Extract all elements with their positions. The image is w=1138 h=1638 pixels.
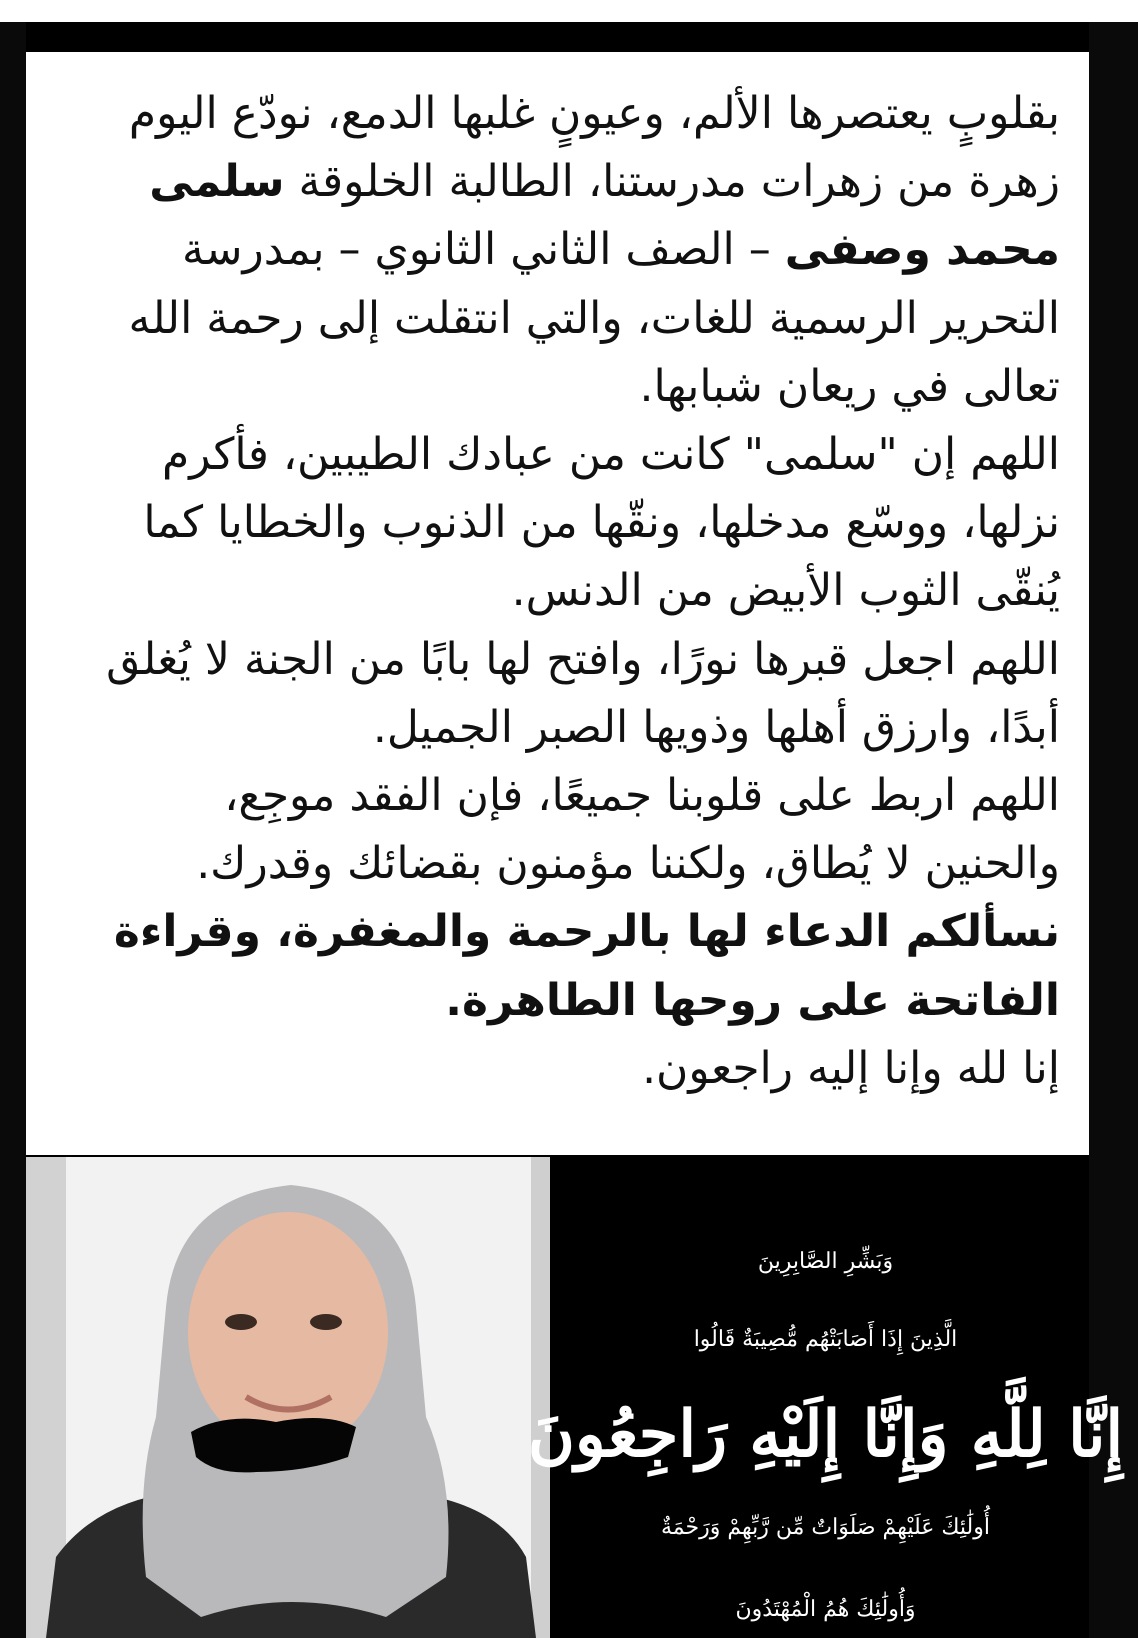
post-class-school-text: – الصف الثاني الثانوي – بمدرسة التحرير الرسمية للغات، والتي انتقلت إلى رحمة الله تعالى في ريعان شبابها. bbox=[128, 224, 1060, 412]
verse-line-2: الَّذِينَ إِذَا أَصَابَتْهُم مُّصِيبَةٌ قَالُوا bbox=[693, 1327, 958, 1352]
student-name: سلمى محمد وصفى bbox=[149, 156, 1060, 276]
student-photo-illustration bbox=[26, 1157, 550, 1638]
condolence-card bbox=[527, 1157, 1124, 1638]
prayer-request-text: نسألكم الدعاء لها بالرحمة والمغفرة، وقراءة الفاتحة على روحها الطاهرة. bbox=[113, 906, 1060, 1026]
right-edge bbox=[1089, 22, 1138, 1638]
verse-line-1: وَبَشِّرِ الصَّابِرِينَ bbox=[757, 1249, 894, 1274]
post-paragraph-1 bbox=[76, 80, 1060, 421]
post-paragraph-2: اللهم إن "سلمى" كانت من عبادك الطيبين، فأكرم نزلها، ووسّع مدخلها، ونقّها من الذنوب والخطايا كما يُنقّى الثوب الأبيض من الدنس. bbox=[143, 429, 1060, 617]
post-paragraph-6: إنا لله وإنا إليه راجعون. bbox=[642, 1042, 1060, 1094]
post-text bbox=[76, 80, 1060, 1103]
verse-line-main: إِنَّا لِلَّهِ وَإِنَّا إِلَيْهِ رَاجِعُونَ bbox=[527, 1397, 1124, 1472]
post-paragraph-4: اللهم اربط على قلوبنا جميعًا، فإن الفقد موجِع، والحنين لا يُطاق، ولكننا مؤمنون بقضائك وقدرك. bbox=[196, 770, 1060, 890]
verse-line-4: أُولَٰئِكَ عَلَيْهِمْ صَلَوَاتٌ مِّن رَّبِّهِمْ وَرَحْمَةٌ bbox=[661, 1515, 990, 1540]
verse-line-5: وَأُولَٰئِكَ هُمُ الْمُهْتَدُونَ bbox=[735, 1597, 916, 1622]
top-strip bbox=[0, 0, 1138, 22]
post-paragraph-5 bbox=[76, 898, 1060, 1034]
student-photo bbox=[26, 1157, 550, 1638]
post-paragraph-3: اللهم اجعل قبرها نورًا، وافتح لها بابًا من الجنة لا يُغلق أبدًا، وارزق أهلها وذويها الصبر الجميل. bbox=[106, 633, 1060, 753]
left-edge bbox=[0, 22, 26, 1638]
post-intro-text: بقلوبٍ يعتصرها الألم، وعيونٍ غلبها الدمع، نودّع اليوم زهرة من زهرات مدرستنا، الطالبة الخلوقة bbox=[128, 88, 1060, 208]
